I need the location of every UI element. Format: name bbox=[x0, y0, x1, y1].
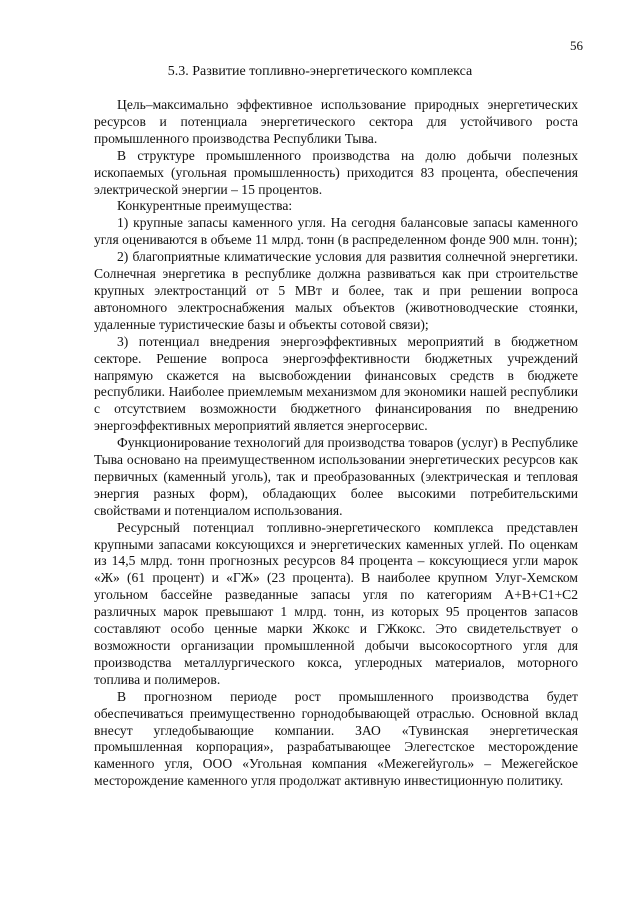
paragraph-forecast: В прогнозном периоде рост промышленного производства будет обеспечиваться преимущественно горнодобывающей отраслью. Основной вклад внесут угледобывающие компании. ЗАО «Тувинская энергетическая промышленная корпорация», разрабатывающее Элегестское месторождение каменного угля, ООО «Угольная компания «Межегейуголь» – Межегейское месторождение каменного угля продолжат активную инвестиционную политику. bbox=[94, 688, 578, 789]
paragraph-advantages-heading: Конкурентные преимущества: bbox=[117, 198, 293, 214]
section-title: 5.3. Развитие топливно-энергетического комплекса bbox=[167, 64, 473, 79]
paragraph-technologies: Функционирование технологий для производства товаров (услуг) в Республике Тыва основано на преимущественном использовании энергетических ресурсов как первичных (каменный уголь), так и преобразованных (электрическая и тепловая энергия разных форм), обладающих более высокими потребительскими свойствами и потенциалом использования. bbox=[94, 435, 578, 518]
paragraph-resource-potential: Ресурсный потенциал топливно-энергетического комплекса представлен крупными запасами коксующихся и энергетических каменных углей. По оценкам из 14,5 млрд. тонн прогнозных ресурсов 84 процента – коксующиеся угли марок «Ж» (61 процент) и «ГЖ» (23 процента). В наиболее крупном Улуг-Хемском угольном бассейне разведанные запасы угля по категориям А+В+С1+С2 различных марок превышают 1 млрд. тонн, из которых 95 процентов запасов составляют особо ценные марки Жкокс и ГЖкокс. Это свидетельствует о возможности организации промышленной добычи высокосортного угля для производства металлургического кокса, углеродных материалов, моторного топлива и полимеров. bbox=[94, 519, 578, 687]
list-item-solar-energy: 2) благоприятные климатические условия для развития солнечной энергетики. Солнечная энергетика в республике должна развиваться как при строительстве крупных электростанций от 5 МВт и более, так и при решении вопроса автономного электроснабжения малых объектов (животноводческие стоянки, удаленные туристические базы и объекты сотовой связи); bbox=[94, 249, 578, 332]
list-item-coal-reserves: 1) крупные запасы каменного угля. На сегодня балансовые запасы каменного угля оцениваются в объеме 11 млрд. тонн (в распределенном фонде 900 млн. тонн); bbox=[94, 215, 578, 248]
paragraph-goal: Цель–максимально эффективное использование природных энергетических ресурсов и потенциала энергетического сектора для устойчивого роста промышленного производства Республики Тыва. bbox=[94, 97, 578, 146]
paragraph-structure: В структуре промышленного производства на долю добычи полезных ископаемых (угольная промышленность) приходится 83 процента, обеспечения электрической энергии – 15 процентов. bbox=[94, 147, 578, 197]
document-body bbox=[94, 97, 578, 790]
list-item-energy-efficiency: 3) потенциал внедрения энергоэффективных мероприятий в бюджетном секторе. Решение вопроса энергоэффективности бюджетных учреждений напрямую скажется на высвобождении финансовых средств в бюджете республики. Наиболее приемлемым механизмом для экономики нашей республики с отсутствием возможности бюджетного финансирования по внедрению энергоэффективных мероприятий является энергосервис. bbox=[94, 333, 578, 434]
page-number: 56 bbox=[570, 38, 583, 53]
